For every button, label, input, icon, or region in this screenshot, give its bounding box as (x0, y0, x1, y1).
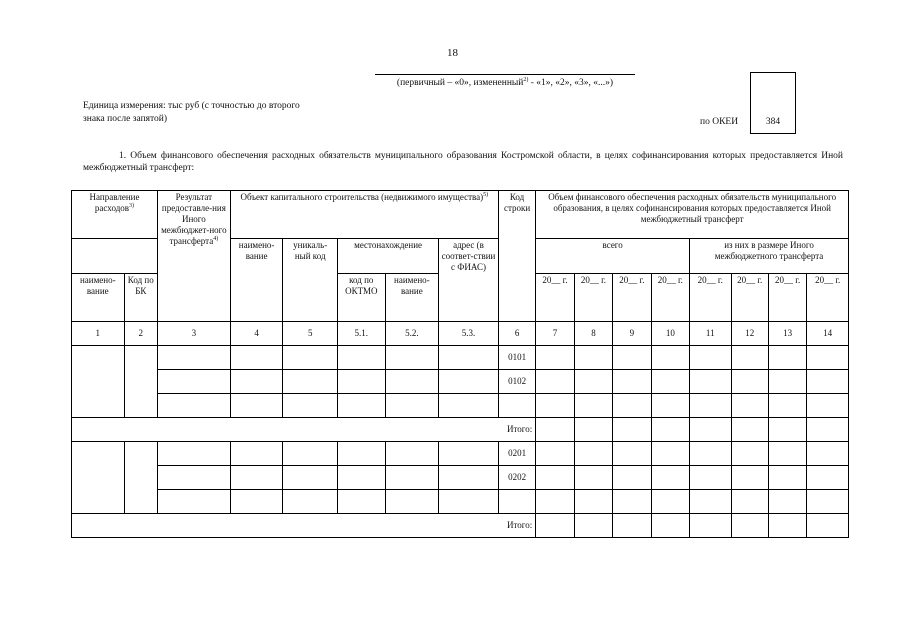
total-label: Итого: (72, 418, 536, 442)
cell-result[interactable] (157, 466, 230, 490)
cell[interactable] (651, 394, 689, 418)
total-row (72, 514, 849, 538)
table-row (72, 490, 849, 514)
cell[interactable] (338, 346, 386, 370)
table-row (72, 394, 849, 418)
cell[interactable] (574, 466, 612, 490)
cell[interactable] (731, 346, 768, 370)
cell[interactable] (651, 418, 689, 442)
cell[interactable] (536, 418, 574, 442)
cell[interactable] (574, 514, 612, 538)
cell[interactable] (230, 346, 283, 370)
cell[interactable] (283, 346, 338, 370)
header-year: 20__ г. (690, 274, 731, 322)
header-line-code: Код строки (498, 191, 535, 322)
column-number: 2 (124, 322, 157, 346)
footnote-marker: 5) (483, 192, 489, 198)
column-number: 13 (768, 322, 806, 346)
table-row (72, 370, 849, 394)
cell[interactable] (574, 418, 612, 442)
header-direction-text: Направление расходов (89, 192, 140, 213)
cell[interactable] (338, 490, 386, 514)
line-code: 0202 (498, 466, 535, 490)
status-note (375, 78, 635, 88)
column-number: 4 (230, 322, 283, 346)
cell[interactable] (385, 346, 439, 370)
cell[interactable] (768, 442, 806, 466)
cell[interactable] (768, 418, 806, 442)
cell-name[interactable] (72, 442, 125, 514)
column-number: 5.2. (385, 322, 439, 346)
header-result-text: Результат предоставле-ния Иного межбюджет-ного трансферта (161, 192, 227, 246)
header-result (157, 191, 230, 322)
header-year: 20__ г. (651, 274, 689, 322)
header-loc-name: наимено-вание (385, 274, 439, 322)
section-title: 1. Объем финансового обеспечения расходных обязательств муниципального образования Костромской области, в целях софинансирования которых предоставляется Иной межбюджетный трансферт: (83, 151, 843, 173)
header-bk-code: Код по БК (124, 274, 157, 322)
cell[interactable] (574, 346, 612, 370)
cell[interactable] (230, 370, 283, 394)
cell[interactable] (283, 370, 338, 394)
cell[interactable] (768, 490, 806, 514)
cell[interactable] (283, 442, 338, 466)
cell[interactable] (731, 370, 768, 394)
cell[interactable] (690, 346, 731, 370)
cell[interactable] (768, 394, 806, 418)
header-oktmo: код по ОКТМО (338, 274, 386, 322)
column-number: 5.3. (439, 322, 499, 346)
total-row (72, 418, 849, 442)
cell[interactable] (613, 514, 651, 538)
header-name: наимено-вание (72, 274, 125, 322)
cell[interactable] (768, 514, 806, 538)
cell[interactable] (536, 346, 574, 370)
cell[interactable] (651, 346, 689, 370)
cell[interactable] (807, 394, 849, 418)
status-note-text: (первичный – «0», измененный (396, 78, 524, 88)
header-total-transfer: из них в размере Иного межбюджетного трансферта (690, 239, 849, 274)
cell[interactable] (768, 370, 806, 394)
footnote-marker: 2) (523, 76, 529, 83)
cell-bk-code[interactable] (124, 346, 157, 418)
cell[interactable] (338, 442, 386, 466)
line-code: 0201 (498, 442, 535, 466)
cell[interactable] (731, 466, 768, 490)
cell[interactable] (651, 442, 689, 466)
cell[interactable] (283, 490, 338, 514)
cell[interactable] (690, 490, 731, 514)
header-year: 20__ г. (768, 274, 806, 322)
cell[interactable] (731, 514, 768, 538)
cell[interactable] (651, 490, 689, 514)
footnote-marker: 4) (213, 236, 219, 242)
cell-result[interactable] (157, 394, 230, 418)
cell[interactable] (651, 466, 689, 490)
cell-result[interactable] (157, 346, 230, 370)
column-number-row (72, 322, 849, 346)
column-number: 6 (498, 322, 535, 346)
cell-result[interactable] (157, 370, 230, 394)
header-obj-name: наимено-вание (230, 239, 283, 322)
table-row (72, 346, 849, 370)
cell[interactable] (385, 370, 439, 394)
total-label: Итого: (72, 514, 536, 538)
cell[interactable] (807, 418, 849, 442)
cell[interactable] (613, 442, 651, 466)
cell[interactable] (690, 466, 731, 490)
cell[interactable] (807, 490, 849, 514)
header-direction-spacer (72, 239, 158, 274)
status-input-line[interactable] (375, 74, 635, 75)
column-number: 1 (72, 322, 125, 346)
cell[interactable] (613, 394, 651, 418)
cell[interactable] (536, 514, 574, 538)
cell[interactable] (385, 466, 439, 490)
cell[interactable] (651, 370, 689, 394)
footnote-marker: 3) (129, 203, 135, 209)
column-number: 5 (283, 322, 338, 346)
cell-result[interactable] (157, 442, 230, 466)
unit-label-line1: Единица измерения: тыс руб (с точностью до второго (83, 101, 300, 111)
header-address: адрес (в соответ-ствии с ФИАС) (439, 239, 499, 322)
column-number: 11 (690, 322, 731, 346)
cell[interactable] (574, 490, 612, 514)
cell[interactable] (536, 394, 574, 418)
cell[interactable] (439, 466, 499, 490)
cell[interactable] (574, 370, 612, 394)
cell[interactable] (613, 370, 651, 394)
cell[interactable] (768, 346, 806, 370)
cell[interactable] (498, 490, 535, 514)
column-number: 10 (651, 322, 689, 346)
header-object-text: Объект капитального строительства (недвижимого имущества) (240, 192, 484, 202)
cell[interactable] (230, 394, 283, 418)
cell[interactable] (768, 466, 806, 490)
cell[interactable] (230, 490, 283, 514)
status-note-tail: - «1», «2», «3», «...») (528, 78, 614, 88)
cell[interactable] (498, 394, 535, 418)
unit-label-line2: знака после запятой) (83, 114, 168, 124)
page-number: 18 (447, 47, 458, 59)
header-location: местонахождение (338, 239, 439, 274)
header-year: 20__ г. (536, 274, 574, 322)
header-object (230, 191, 498, 239)
cell[interactable] (731, 394, 768, 418)
cell[interactable] (385, 394, 439, 418)
cell[interactable] (574, 394, 612, 418)
cell[interactable] (230, 442, 283, 466)
cell[interactable] (807, 514, 849, 538)
cell[interactable] (613, 418, 651, 442)
cell[interactable] (731, 442, 768, 466)
header-unique-code: уникаль-ный код (283, 239, 338, 322)
table-row (72, 466, 849, 490)
column-number: 7 (536, 322, 574, 346)
unit-label (83, 100, 343, 126)
cell[interactable] (807, 346, 849, 370)
cell[interactable] (613, 346, 651, 370)
cell[interactable] (439, 442, 499, 466)
column-number: 12 (731, 322, 768, 346)
finance-table (71, 190, 849, 538)
cell[interactable] (536, 466, 574, 490)
column-number: 3 (157, 322, 230, 346)
cell[interactable] (690, 418, 731, 442)
cell[interactable] (439, 370, 499, 394)
cell[interactable] (613, 490, 651, 514)
cell[interactable] (731, 490, 768, 514)
cell[interactable] (574, 442, 612, 466)
cell-result[interactable] (157, 490, 230, 514)
column-number: 5.1. (338, 322, 386, 346)
header-total-all: всего (536, 239, 690, 274)
okei-code: 384 (765, 117, 781, 127)
cell[interactable] (807, 466, 849, 490)
cell[interactable] (690, 370, 731, 394)
header-year: 20__ г. (574, 274, 612, 322)
cell[interactable] (536, 490, 574, 514)
line-code: 0102 (498, 370, 535, 394)
column-number: 14 (807, 322, 849, 346)
cell[interactable] (731, 418, 768, 442)
cell[interactable] (536, 370, 574, 394)
cell[interactable] (536, 442, 574, 466)
column-number: 9 (613, 322, 651, 346)
cell[interactable] (651, 514, 689, 538)
cell[interactable] (439, 346, 499, 370)
cell[interactable] (385, 442, 439, 466)
cell[interactable] (690, 394, 731, 418)
cell[interactable] (690, 442, 731, 466)
table-row (72, 442, 849, 466)
cell[interactable] (338, 466, 386, 490)
cell-name[interactable] (72, 346, 125, 418)
header-direction (72, 191, 158, 239)
cell-bk-code[interactable] (124, 442, 157, 514)
column-number: 8 (574, 322, 612, 346)
header-year: 20__ г. (807, 274, 849, 322)
header-year: 20__ г. (731, 274, 768, 322)
cell[interactable] (807, 370, 849, 394)
cell[interactable] (613, 466, 651, 490)
cell[interactable] (439, 490, 499, 514)
okei-label: по ОКЕИ (700, 117, 739, 127)
header-volume: Объем финансового обеспечения расходных обязательств муниципального образования, в целях софинансирования которых предоставляется Иной межбюджетный трансферт (536, 191, 849, 239)
cell[interactable] (338, 394, 386, 418)
cell[interactable] (385, 490, 439, 514)
cell[interactable] (338, 370, 386, 394)
cell[interactable] (807, 442, 849, 466)
line-code: 0101 (498, 346, 535, 370)
cell[interactable] (439, 394, 499, 418)
cell[interactable] (283, 466, 338, 490)
cell[interactable] (230, 466, 283, 490)
cell[interactable] (283, 394, 338, 418)
header-year: 20__ г. (613, 274, 651, 322)
cell[interactable] (690, 514, 731, 538)
